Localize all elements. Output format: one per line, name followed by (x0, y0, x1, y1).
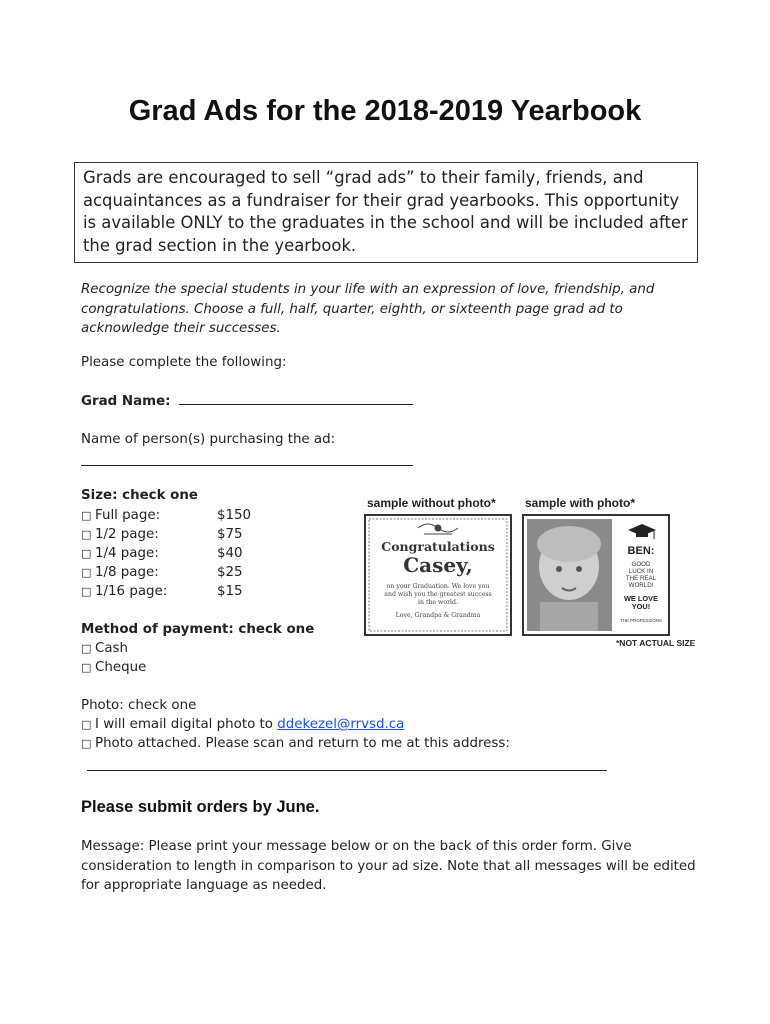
address-field[interactable] (87, 770, 607, 771)
not-actual-size-note: *NOT ACTUAL SIZE (616, 638, 696, 648)
sample-with-photo-label: sample with photo* (525, 496, 636, 510)
message-paragraph: Message: Please print your message below or on the back of this order form. Give consideration to length in comparison to your ad size. Note that all messages will be edited for appropriate language as needed. (81, 839, 696, 893)
photo-option-email[interactable]: □ I will email digital photo to ddekezel@rrvsd.ca (81, 717, 405, 732)
size-option-sixteenth[interactable]: □ 1/16 page: $15 (81, 584, 243, 599)
size-heading: Size: check one (81, 488, 198, 503)
checkbox-icon[interactable]: □ (81, 642, 92, 655)
card2-msg-1: GOOD (631, 561, 651, 568)
grad-name-label: Grad Name: (81, 394, 171, 409)
sample-card-without-photo (364, 514, 512, 636)
checkbox-icon[interactable]: □ (81, 661, 92, 674)
checkbox-icon[interactable]: □ (81, 509, 92, 522)
checkbox-icon[interactable]: □ (81, 528, 92, 541)
page-title: Grad Ads for the 2018-2019 Yearbook (128, 95, 642, 127)
card2-love-2: YOU! (631, 602, 651, 611)
card2-msg-2: LUCK IN (628, 568, 654, 575)
size-option-full[interactable]: □ Full page: $150 (81, 508, 252, 523)
grad-name-row (81, 394, 413, 409)
card2-love-1: WE LOVE (623, 594, 659, 603)
size-option-quarter[interactable]: □ 1/4 page: $40 (81, 546, 243, 561)
email-link[interactable]: ddekezel@rrvsd.ca (277, 717, 405, 732)
payment-option-cash[interactable]: □ Cash (81, 641, 129, 656)
submit-deadline: Please submit orders by June. (81, 798, 320, 816)
purchaser-label: Name of person(s) purchasing the ad: (81, 432, 336, 447)
card1-congratulations: Congratulations (381, 539, 495, 554)
checkbox-icon[interactable]: □ (81, 547, 92, 560)
card2-name: BEN: (627, 545, 655, 557)
card1-body-2: and wish you the greatest success (384, 591, 492, 598)
card2-msg-4: WORLD! (628, 582, 654, 589)
checkbox-icon[interactable]: □ (81, 718, 92, 731)
checkbox-icon[interactable]: □ (81, 585, 92, 598)
sample-without-photo-label: sample without photo* (367, 496, 496, 510)
card1-body-3: in the world. (418, 599, 458, 606)
size-option-eighth[interactable]: □ 1/8 page: $25 (81, 565, 243, 580)
sample-card-with-photo (522, 514, 670, 636)
card2-msg-3: THE REAL (625, 575, 657, 582)
intro-text: Grads are encouraged to sell “grad ads” to their family, friends, and acquaintances as a fundraiser for their grad yearbooks. This opportunity is available ONLY to the graduates in the school and will be included after the grad section in the yearbook. (83, 168, 688, 255)
card2-signature: THE PROFESSIONS (620, 618, 662, 623)
payment-heading: Method of payment: check one (81, 622, 315, 637)
card1-body-1: on your Graduation. We love you (386, 583, 490, 590)
purchaser-field[interactable] (81, 465, 413, 466)
intro-box (74, 162, 698, 263)
please-complete-text: Please complete the following: (81, 355, 287, 370)
checkbox-icon[interactable]: □ (81, 566, 92, 579)
photo-option-attached[interactable]: □ Photo attached. Please scan and return to me at this address: (81, 736, 510, 751)
payment-option-cheque[interactable]: □ Cheque (81, 660, 147, 675)
photo-heading: Photo: check one (81, 698, 197, 713)
grad-name-field[interactable] (179, 403, 413, 405)
card1-signature: Love, Grandpa & Grandma (395, 612, 481, 619)
checkbox-icon[interactable]: □ (81, 737, 92, 750)
recognize-paragraph: Recognize the special students in your life with an expression of love, friendship, and congratulations. Choose a full, half, quarter, eighth, or sixteenth page grad ad to acknowledge their successes. (81, 282, 655, 336)
size-option-half[interactable]: □ 1/2 page: $75 (81, 527, 243, 542)
card1-name: Casey, (403, 553, 473, 577)
